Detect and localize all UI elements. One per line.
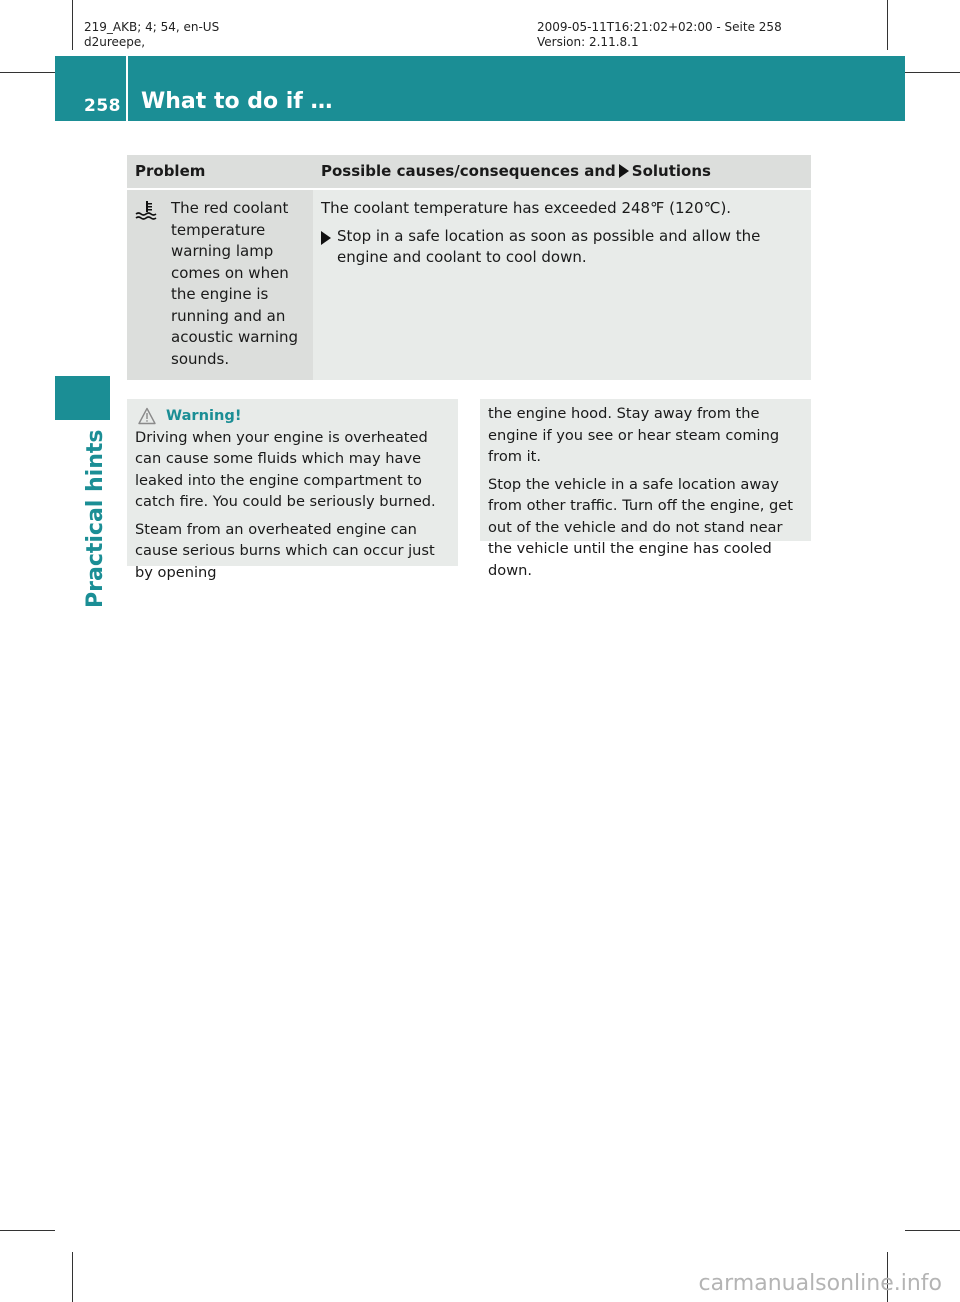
crop-mark [905,72,960,73]
solution-arrow-icon [619,164,629,178]
problem-cell [127,189,313,380]
print-meta-left [84,20,219,50]
print-meta-right [537,20,782,50]
warning-continued-box [480,399,811,579]
solution-cell [313,189,811,380]
column-header-solutions [313,155,811,189]
crop-mark [72,0,73,50]
crop-mark [0,72,55,73]
solution-step [321,226,803,269]
warning-title: Warning! [166,407,242,424]
table-row [127,189,811,380]
print-meta-line: d2ureepe, [84,35,146,49]
warning-paragraph: the engine hood. Stay away from the engine if you see or hear steam coming from it. [488,405,780,465]
problem-table [127,155,811,380]
column-header-prefix: Possible causes/consequences and [321,161,616,180]
warning-heading [135,405,452,427]
page-number: 258 [84,96,121,116]
crop-mark [905,1230,960,1231]
watermark: carmanualsonline.info [698,1271,942,1296]
crop-mark [0,1230,55,1231]
section-title: What to do if … [141,89,333,114]
print-meta-line: 219_AKB; 4; 54, en-US [84,20,220,34]
warning-box [127,399,458,581]
print-meta-line: 2009-05-11T16:21:02+02:00 - Seite 258 [537,20,782,34]
warning-paragraph: Stop the vehicle in a safe location away from other traffic. Turn off the engine, get out of the vehicle and do not stand near the vehicle until the engine has cooled down. [488,475,793,579]
crop-mark [887,0,888,50]
crop-mark [72,1252,73,1302]
cause-text: The coolant temperature has exceeded 248℉ (120℃). [321,199,732,217]
column-header-suffix: Solutions [631,161,711,180]
column-header-problem: Problem [127,155,313,189]
warning-triangle-icon [138,407,156,425]
warning-paragraph: Steam from an overheated engine can cause serious burns which can occur just by opening [135,520,435,581]
problem-text: The red coolant temperature warning lamp comes on when the engine is running and an acoustic warning sounds. [171,199,299,368]
solution-text: Stop in a safe location as soon as possible and allow the engine and coolant to cool down. [337,226,761,266]
header-divider [126,56,128,121]
chapter-title: Practical hints [83,429,108,608]
coolant-temperature-icon [135,200,159,220]
chapter-tab [55,376,110,420]
warning-paragraph: Driving when your engine is overheated can cause some fluids which may have leaked into the engine compartment to catch fire. You could be seriously burned. [135,428,436,510]
step-arrow-icon [321,231,331,245]
print-meta-line: Version: 2.11.8.1 [537,35,639,49]
